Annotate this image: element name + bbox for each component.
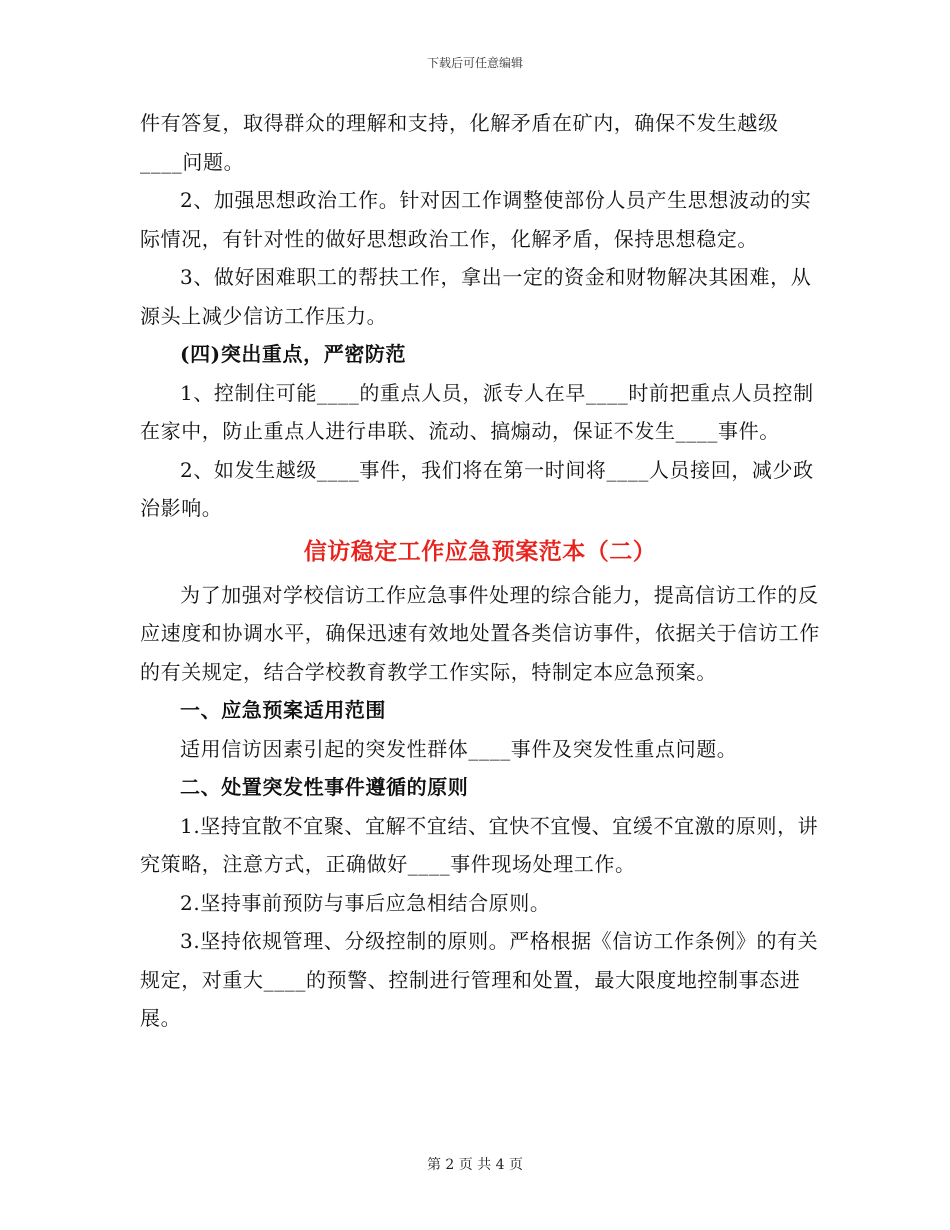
- document-body: [140, 104, 820, 1038]
- section-heading: (四)突出重点，严密防范: [180, 342, 407, 366]
- paragraph: 为了加强对学校信访工作应急事件处理的综合能力，提高信访工作的反应速度和协调水平，确保迅速有效地处置各类信访事件，依据关于信访工作的有关规定，结合学校教育教学工作实际，特制定本应急预案。: [140, 582, 820, 684]
- section-heading: 二、处置突发性事件遵循的原则: [180, 775, 469, 799]
- page-footer: 第 2 页 共 4 页: [426, 1157, 524, 1173]
- paragraph: 适用信访因素引起的突发性群体____事件及突发性重点问题。: [180, 736, 738, 761]
- paragraph: 2.坚持事前预防与事后应急相结合原则。: [180, 890, 551, 915]
- paragraph: 3、做好困难职工的帮扶工作，拿出一定的资金和财物解决其困难，从源头上减少信访工作压力。: [140, 265, 812, 328]
- paragraph: 1、控制住可能____的重点人员，派专人在早____时前把重点人员控制在家中，防止重点人进行串联、流动、搞煽动，保证不发生____事件。: [140, 380, 814, 443]
- page-header: 下载后可任意编辑: [426, 56, 523, 70]
- section-heading: 一、应急预案适用范围: [180, 698, 386, 722]
- document-title: 信访稳定工作应急预案范本（二）: [303, 537, 657, 565]
- paragraph: 2、加强思想政治工作。针对因工作调整使部份人员产生思想波动的实际情况，有针对性的做好思想政治工作，化解矛盾，保持思想稳定。: [140, 188, 812, 251]
- paragraph: 件有答复，取得群众的理解和支持，化解矛盾在矿内，确保不发生越级____问题。: [140, 111, 779, 174]
- paragraph: 2、如发生越级____事件，我们将在第一时间将____人员接回，减少政治影响。: [140, 457, 814, 520]
- paragraph: 3.坚持依规管理、分级控制的原则。严格根据《信访工作条例》的有关规定，对重大____的预警、控制进行管理和处置，最大限度地控制事态进展。: [140, 929, 819, 1030]
- paragraph: 1.坚持宜散不宜聚、宜解不宜结、宜快不宜慢、宜缓不宜激的原则，讲究策略，注意方式，正确做好____事件现场处理工作。: [140, 813, 819, 876]
